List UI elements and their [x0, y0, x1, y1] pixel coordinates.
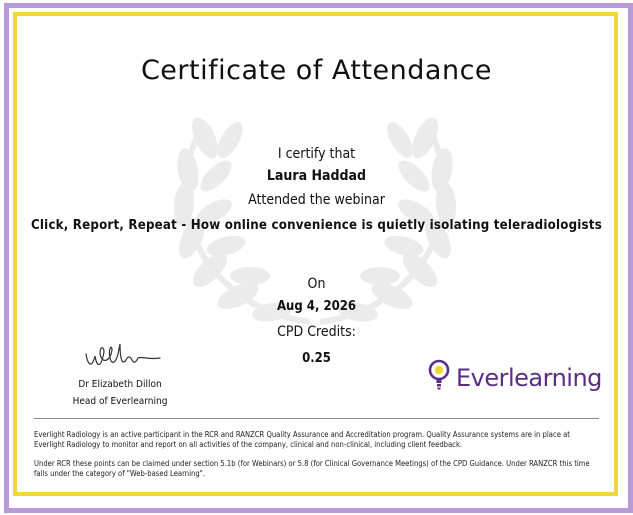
- signatory-name: Dr Elizabeth Dillon: [78, 379, 162, 390]
- attendance-date: Aug 4, 2026: [276, 299, 357, 314]
- signatory-role: Head of Everlearning: [72, 396, 168, 407]
- attended-text: Attended the webinar: [248, 192, 385, 208]
- footer-cpd-guidance-text: Under RCR these points can be claimed under section 5.1b (for Webinars) or 5.8 (for Clinical Governance Meetings) of the CPD Guidance. Under RANZCR this time falls under the category of "Web-based Learning".: [34, 459, 590, 478]
- footer-accreditation-text: Everlight Radiology is an active participant in the RCR and RANZCR Quality Assurance and Accreditation program. Quality Assurance systems are in place at Everlight Radiology to monitor and report on all activities of the company, clinical and non-clinical, including client feedback.: [34, 430, 570, 449]
- laurel-wreath-icon: [160, 100, 470, 330]
- cpd-credits-value: 0.25: [302, 351, 331, 366]
- everlearning-logo: Everlearning: [456, 364, 602, 392]
- footer-divider: [34, 418, 599, 419]
- on-label: On: [307, 276, 326, 292]
- signature-icon: [82, 340, 162, 370]
- webinar-title: Click, Report, Repeat - How online convenience is quietly isolating teleradiologists: [31, 218, 602, 233]
- lightbulb-icon: [428, 359, 454, 391]
- cpd-credits-label: CPD Credits:: [277, 324, 356, 340]
- certify-text: I certify that: [277, 146, 356, 162]
- certificate-title: Certificate of Attendance: [140, 55, 493, 86]
- attendee-name: Laura Haddad: [266, 168, 367, 184]
